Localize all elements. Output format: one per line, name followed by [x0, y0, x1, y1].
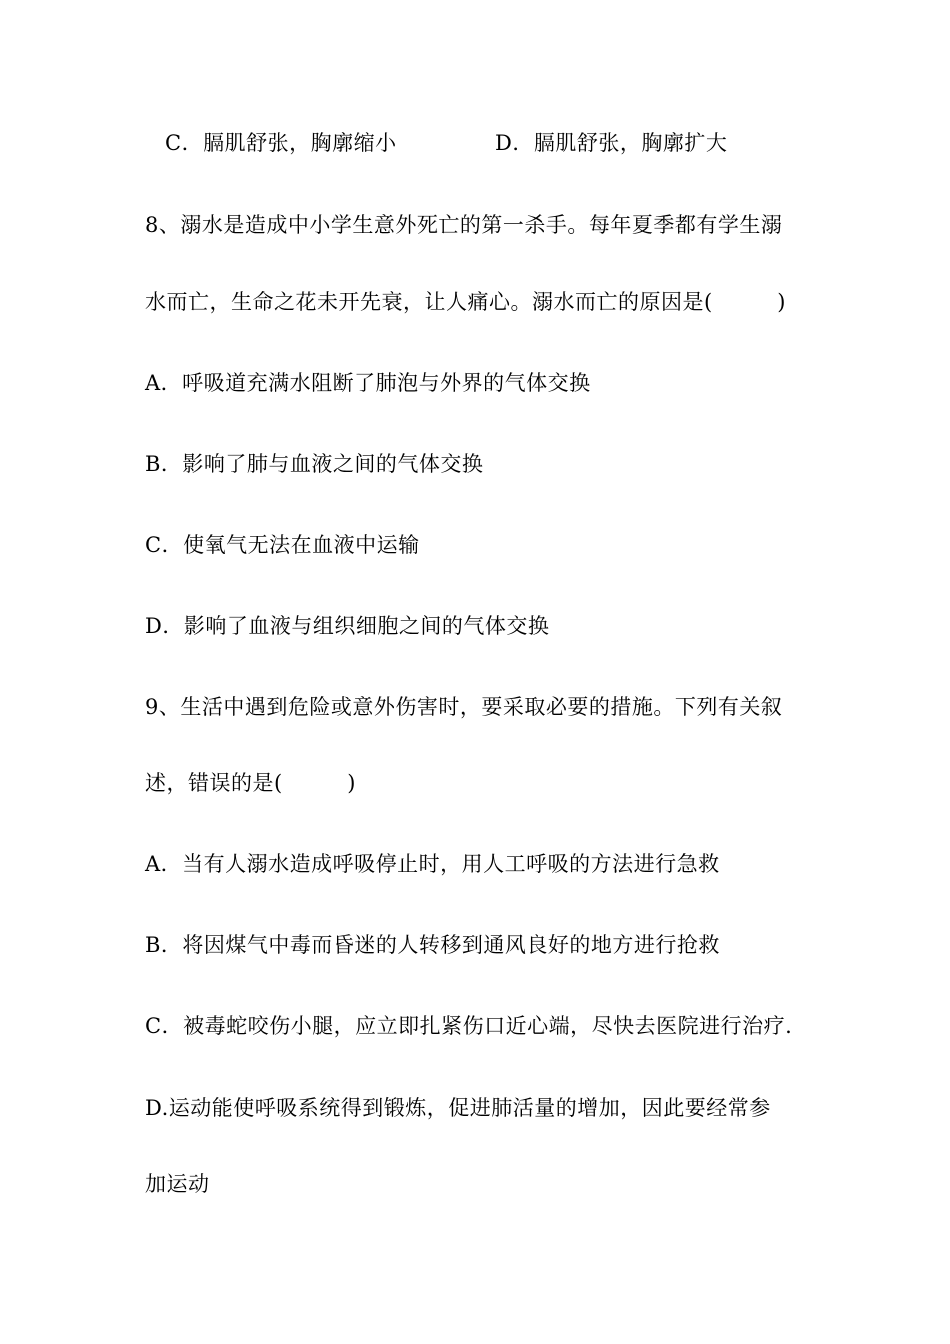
q7-option-c: C．膈肌舒张，胸廓缩小: [165, 131, 397, 155]
q9-option-d-line-2: 加运动: [145, 1172, 210, 1196]
q9-option-c: C．被毒蛇咬伤小腿，应立即扎紧伤口近心端，尽快去医院进行治疗.: [145, 1014, 793, 1038]
q8-stem-line-1: 8、溺水是造成中小学生意外死亡的第一杀手。每年夏季都有学生溺: [145, 213, 783, 237]
q7-option-d: D．膈肌舒张，胸廓扩大: [495, 131, 728, 155]
q8-stem-line-2: 水而亡，生命之花未开先衰，让人痛心。溺水而亡的原因是( ): [145, 290, 786, 314]
q8-option-c: C．使氧气无法在血液中运输: [145, 533, 420, 557]
q9-option-d-line-1: D.运动能使呼吸系统得到锻炼，促进肺活量的增加，因此要经常参: [145, 1096, 771, 1120]
q8-option-d: D．影响了血液与组织细胞之间的气体交换: [145, 614, 550, 638]
q9-option-b: B．将因煤气中毒而昏迷的人转移到通风良好的地方进行抢救: [145, 933, 720, 957]
q9-stem-line-1: 9、生活中遇到危险或意外伤害时，要采取必要的措施。下列有关叙: [145, 695, 783, 719]
q8-option-a: A．呼吸道充满水阻断了肺泡与外界的气体交换: [145, 371, 591, 395]
q9-option-a: A．当有人溺水造成呼吸停止时，用人工呼吸的方法进行急救: [145, 852, 720, 876]
q8-option-b: B．影响了肺与血液之间的气体交换: [145, 452, 484, 476]
q9-stem-line-2: 述，错误的是( ): [145, 771, 356, 795]
